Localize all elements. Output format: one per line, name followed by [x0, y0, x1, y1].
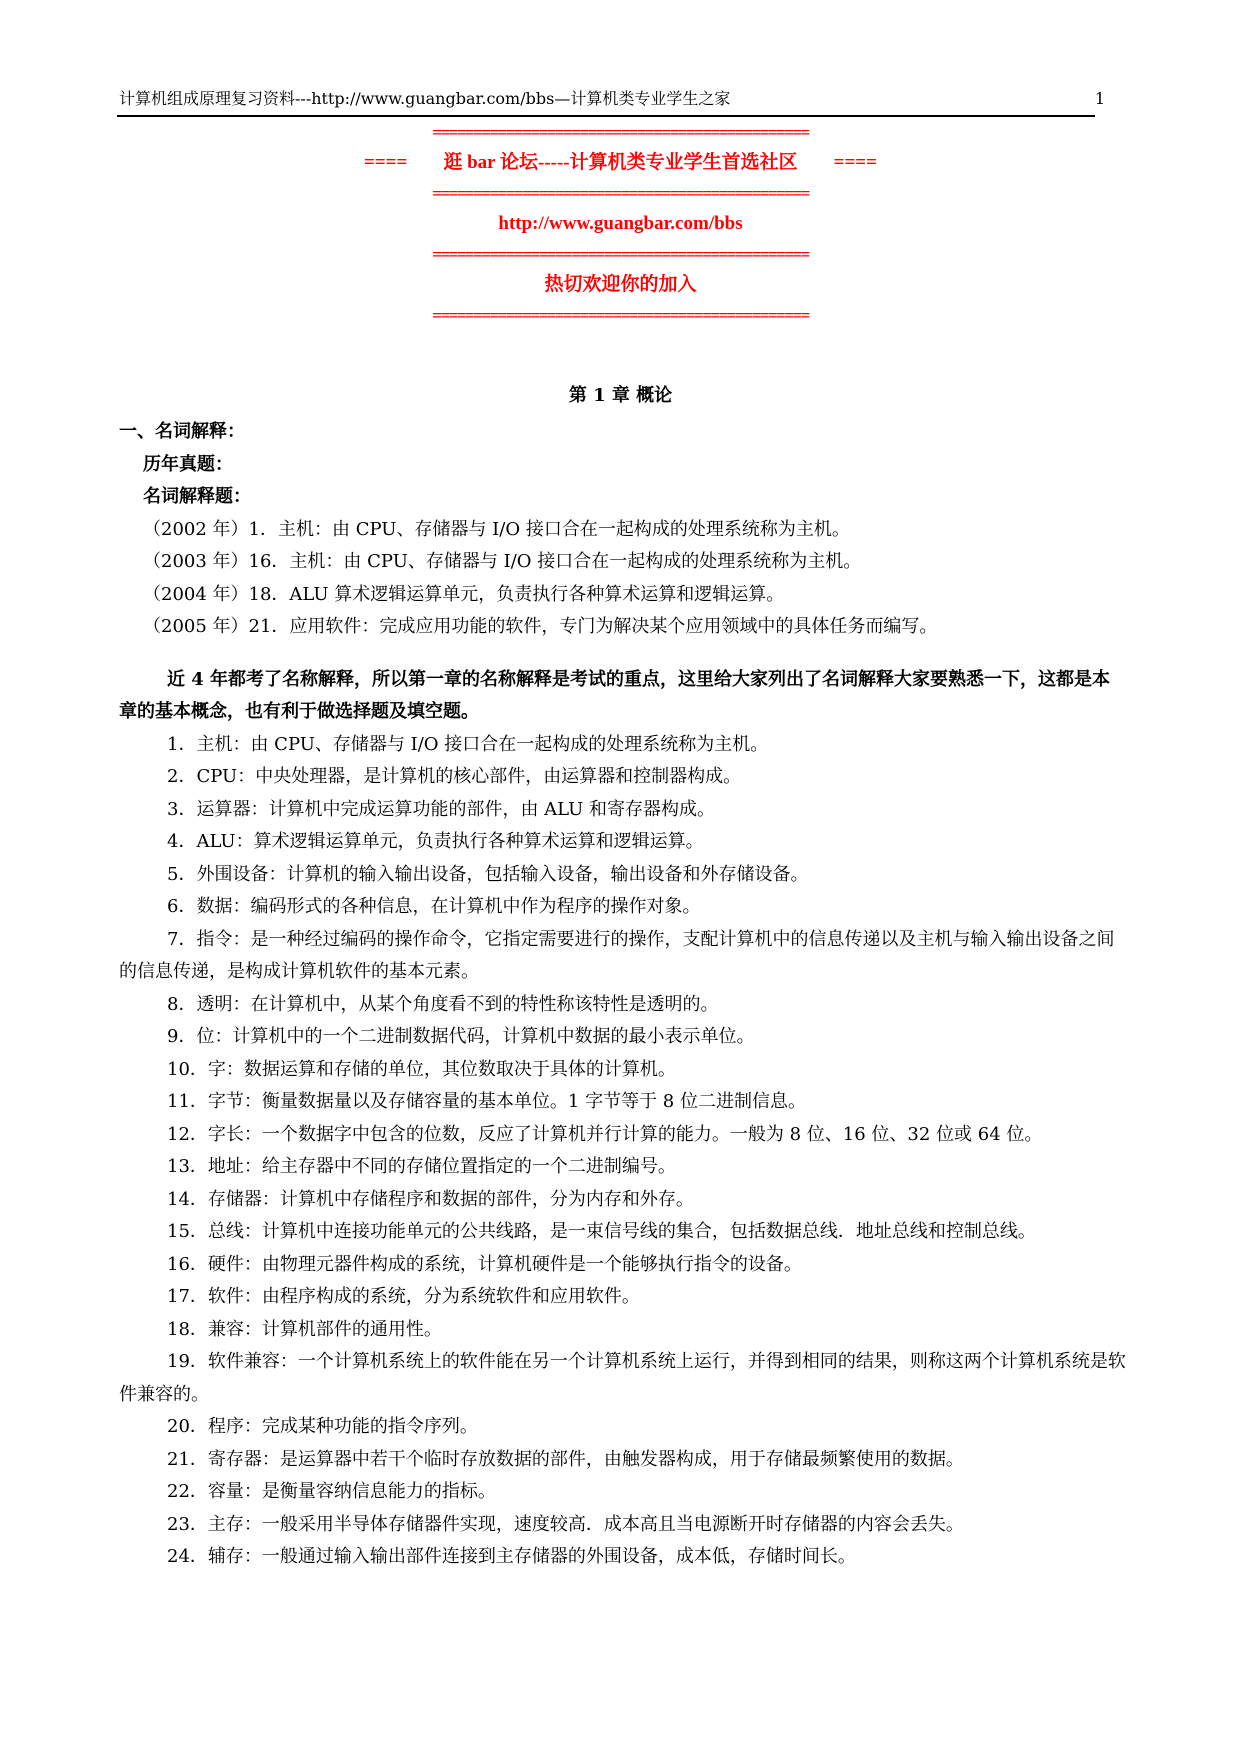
- term-item: 7．指令：是一种经过编码的操作命令，它指定需要进行的操作，支配计算机中的信息传递以及主机与输入输出设备之间的信息传递，是构成计算机软件的基本元素。: [119, 928, 1115, 982]
- banner-separator: ==============================================: [432, 245, 809, 264]
- page-number: 1: [1094, 89, 1105, 108]
- running-header: [119, 88, 1105, 110]
- banner-separator: ==============================================: [432, 184, 809, 203]
- banner-separator: ==============================================: [432, 123, 809, 142]
- term-item: 19．软件兼容：一个计算机系统上的软件能在另一个计算机系统上运行，并得到相同的结果，则称这两个计算机系统是软件兼容的。: [119, 1351, 1126, 1405]
- banner-right-marks: ====: [833, 152, 877, 173]
- past-exam-item: （2005 年）21．应用软件：完成应用功能的软件，专门为解决某个应用领域中的具体任务而编写。: [143, 616, 938, 637]
- past-exam-item: （2002 年）1．主机：由 CPU、存储器与 I/O 接口合在一起构成的处理系统称为主机。: [143, 518, 850, 540]
- banner-separator: ==============================================: [432, 306, 809, 325]
- term-item: 1．主机：由 CPU、存储器与 I/O 接口合在一起构成的处理系统称为主机。: [167, 733, 769, 755]
- term-item: 3．运算器：计算机中完成运算功能的部件，由 ALU 和寄存器构成。: [167, 798, 716, 820]
- term-item: 10．字：数据运算和存储的单位，其位数取决于具体的计算机。: [167, 1058, 676, 1080]
- section-heading: 一、名词解释：: [119, 421, 245, 442]
- term-item: 18．兼容：计算机部件的通用性。: [167, 1318, 442, 1340]
- term-item: 11．字节：衡量数据量以及存储容量的基本单位。1 字节等于 8 位二进制信息。: [167, 1091, 806, 1112]
- forum-banner: [0, 124, 1241, 333]
- header-rule: [117, 115, 1095, 117]
- term-item: 13．地址：给主存器中不同的存储位置指定的一个二进制编号。: [167, 1156, 676, 1177]
- subheading-past-exams: 历年真题：: [143, 453, 233, 475]
- term-item: 12．字长：一个数据字中包含的位数，反应了计算机并行计算的能力。一般为 8 位、16 位、32 位或 64 位。: [167, 1123, 1043, 1145]
- banner-welcome: 热切欢迎你的加入: [544, 274, 697, 295]
- term-item: 6．数据：编码形式的各种信息，在计算机中作为程序的操作对象。: [167, 896, 701, 917]
- term-item: 8．透明：在计算机中，从某个角度看不到的特性称该特性是透明的。: [167, 993, 719, 1015]
- term-item: 21．寄存器：是运算器中若干个临时存放数据的部件，由触发器构成，用于存储最频繁使用的数据。: [167, 1448, 964, 1470]
- term-item: 4．ALU：算术逻辑运算单元，负责执行各种算术运算和逻辑运算。: [167, 831, 704, 852]
- term-item: 24．辅存：一般通过输入输出部件连接到主存储器的外围设备，成本低，存储时间长。: [167, 1546, 856, 1567]
- term-item: 14．存储器：计算机中存储程序和数据的部件，分为内存和外存。: [167, 1188, 694, 1210]
- banner-left-marks: ====: [364, 152, 408, 173]
- main-content: [119, 416, 1127, 1574]
- term-item: 2．CPU：中央处理器，是计算机的核心部件，由运算器和控制器构成。: [167, 766, 742, 787]
- past-exam-item: （2004 年）18．ALU 算术逻辑运算单元，负责执行各种算术运算和逻辑运算。: [143, 583, 785, 605]
- term-item: 16．硬件：由物理元器件构成的系统，计算机硬件是一个能够执行指令的设备。: [167, 1253, 802, 1275]
- banner-url: http://www.guangbar.com/bbs: [498, 213, 743, 234]
- past-exam-item: （2003 年）16．主机：由 CPU、存储器与 I/O 接口合在一起构成的处理系统称为主机。: [143, 551, 862, 572]
- subheading-term-questions: 名词解释题：: [143, 486, 251, 507]
- term-item: 23．主存：一般采用半导体存储器件实现，速度较高．成本高且当电源断开时存储器的内容会丢失。: [167, 1513, 964, 1535]
- term-item: 5．外围设备：计算机的输入输出设备，包括输入设备，输出设备和外存储设备。: [167, 863, 809, 885]
- term-item: 20．程序：完成某种功能的指令序列。: [167, 1416, 478, 1437]
- term-item: 22．容量：是衡量容纳信息能力的指标。: [167, 1481, 496, 1502]
- banner-title: 逛 bar 论坛-----计算机类专业学生首选社区: [443, 152, 798, 173]
- chapter-title: 第 1 章 概论: [568, 385, 673, 406]
- banner-title-row: [0, 150, 1241, 176]
- header-text: 计算机组成原理复习资料---http://www.guangbar.com/bbs—计算机类专业学生之家: [119, 89, 731, 108]
- term-item: 9．位：计算机中的一个二进制数据代码，计算机中数据的最小表示单位。: [167, 1026, 755, 1047]
- intro-paragraph: 近 4 年都考了名称解释，所以第一章的名称解释是考试的重点，这里给大家列出了名词解释大家要熟悉一下，这都是本章的基本概念，也有利于做选择题及填空题。: [119, 668, 1111, 722]
- term-item: 15．总线：计算机中连接功能单元的公共线路，是一束信号线的集合，包括数据总线．地址总线和控制总线。: [167, 1221, 1036, 1242]
- term-item: 17．软件：由程序构成的系统，分为系统软件和应用软件。: [167, 1286, 640, 1307]
